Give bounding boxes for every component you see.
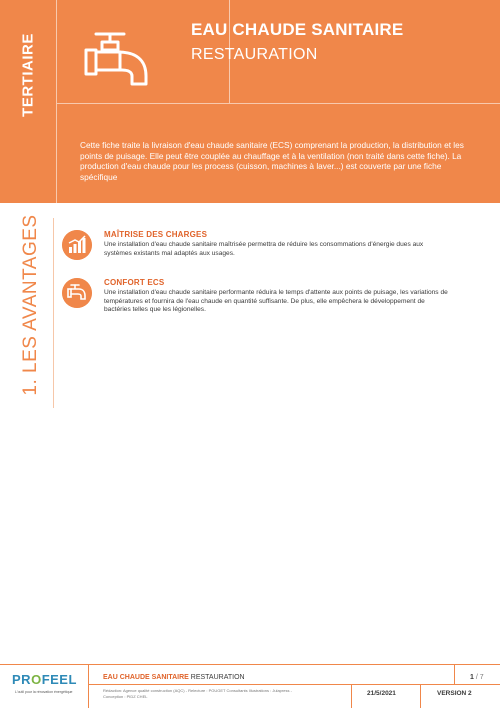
page-number: [470, 674, 484, 681]
footer-divider: [88, 684, 500, 685]
advantage-title: CONFORT ECS: [104, 278, 165, 287]
energy-chart-icon: [62, 230, 92, 260]
logo-letter: O: [31, 672, 42, 687]
footer-divider: [351, 685, 352, 708]
page-subtitle: RESTAURATION: [191, 46, 318, 63]
footer-credits: Rédaction: Agence qualité construction (AQC) - Relecture : POUGET Consultants Illustrations : Julapress - Conception : PIDZ CHEL: [103, 688, 292, 699]
footer-divider: [420, 685, 421, 708]
page-total: / 7: [475, 674, 484, 681]
category-strip: [0, 0, 57, 203]
footer-version: VERSION 2: [437, 690, 472, 697]
advantage-text: Une installation d'eau chaude sanitaire maîtrisée permettra de réduire les consommations d'énergie dues aux systèmes existants mal adaptés aux usages.: [104, 241, 424, 257]
logo-tagline: L'outil pour la rénovation énergétique: [15, 690, 73, 694]
section-title: 1. LES AVANTAGES: [20, 214, 41, 396]
footer-subtitle: RESTAURATION: [190, 674, 245, 681]
category-label: TERTIAIRE: [19, 33, 37, 117]
footer-title-bold: EAU CHAUDE SANITAIRE: [103, 674, 189, 681]
profeel-logo: [12, 672, 76, 702]
page-title: EAU CHAUDE SANITAIRE: [191, 20, 404, 39]
advantage-title: MAÎTRISE DES CHARGES: [104, 230, 208, 239]
page-current: 1: [470, 674, 474, 681]
footer-doc-title: [103, 674, 245, 681]
advantage-text: Une installation d'eau chaude sanitaire performante réduira le temps d'attente aux points de puisage, les variations de températures et fournira de l'eau chaude en quantité suffisante. De plus, elle empêchera le développement de bactéries telles que les légionelles.: [104, 289, 448, 313]
tap-icon: [62, 278, 92, 308]
footer-divider: [454, 664, 455, 685]
section-divider: [53, 218, 54, 408]
logo-text: PROFEEL: [12, 672, 77, 687]
intro-text: Cette fiche traite la livraison d'eau chaude sanitaire (ECS) comprenant la production, la distribution et les points de puisage. Elle peut être couplée au chauffage et à la ventilation (non traité dans cette fiche). La production d'eau chaude pour les process (cuisson, machines à laver...) est couverte par une fiche spécifique: [80, 140, 464, 182]
tap-icon: [84, 28, 156, 90]
footer-divider: [88, 664, 89, 708]
footer-date: 21/5/2021: [367, 690, 396, 697]
